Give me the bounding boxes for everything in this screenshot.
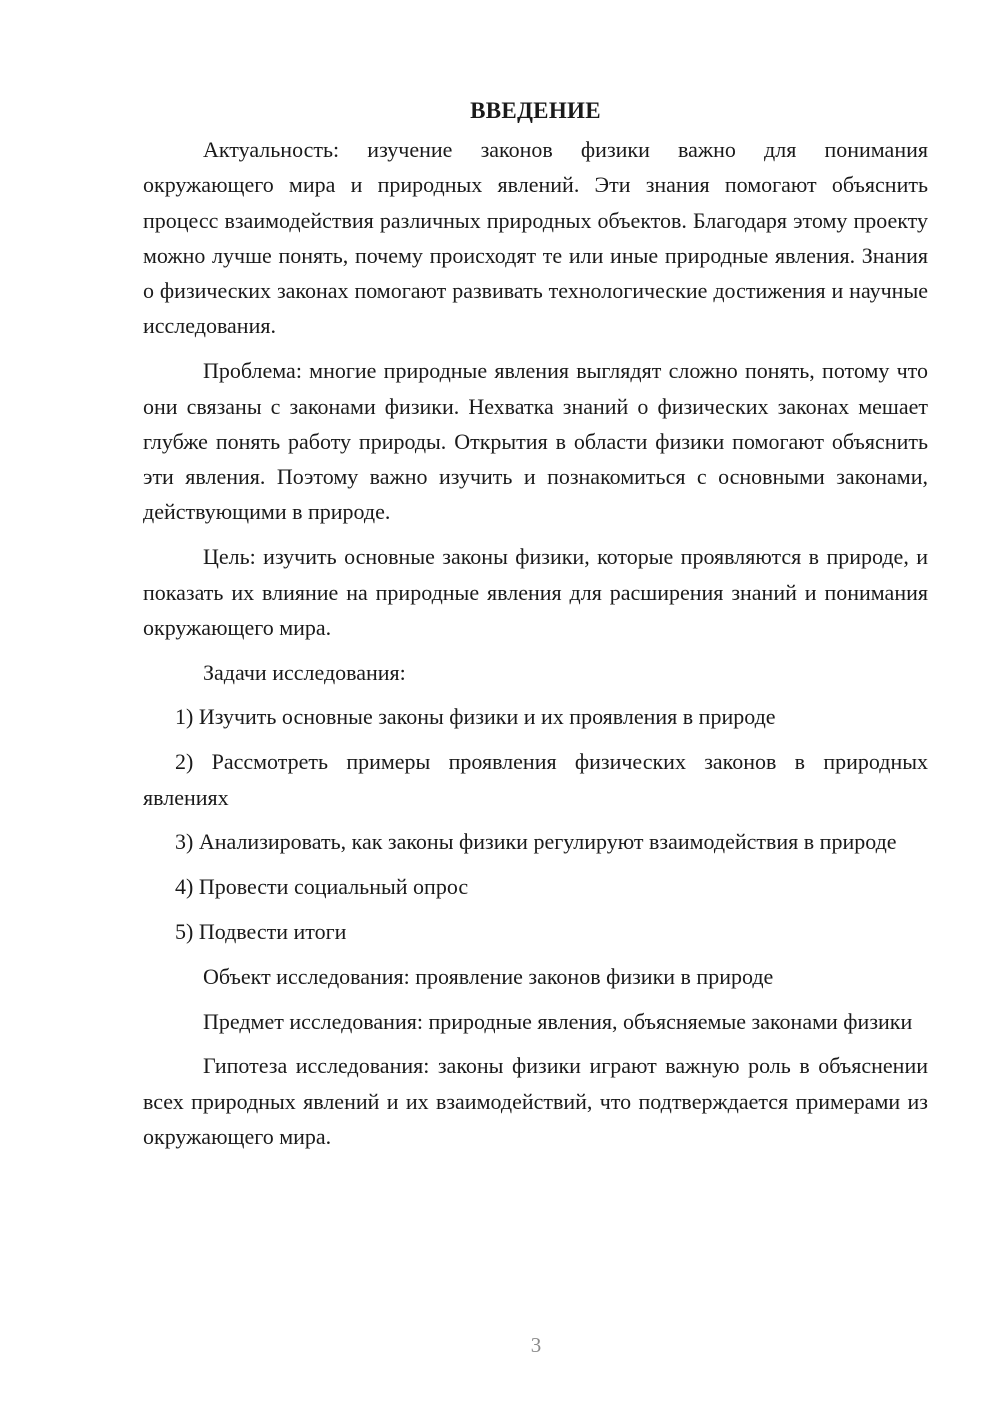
goal-paragraph: Цель: изучить основные законы физики, которые проявляются в природе, и показать их влияние на природные явления для расширения знаний и понимания окружающего мира. [143,544,928,640]
document-page [143,94,928,1164]
task-item-2: 2) Рассмотреть примеры проявления физических законов в природных явлениях [143,749,928,810]
tasks-heading: Задачи исследования: [203,659,406,685]
relevance-paragraph: Актуальность: изучение законов физики важно для понимания окружающего мира и природных явлений. Эти знания помогают объяснить процесс взаимодействия различных природных объектов. Благодаря этому проекту можно лучше понять, почему происходят те или иные природные явления. Знания о физических законах помогают развивать технологические достижения и научные исследования. [143,137,928,339]
task-item-3: 3) Анализировать, как законы физики регулируют взаимодействия в природе [175,829,897,855]
page-number: 3 [530,1333,542,1357]
object-paragraph: Объект исследования: проявление законов физики в природе [203,963,774,989]
task-item-4: 4) Провести социальный опрос [175,874,469,900]
hypothesis-paragraph: Гипотеза исследования: законы физики играют важную роль в объяснении всех природных явлений и их взаимодействий, что подтверждается примерами из окружающего мира. [143,1053,928,1149]
task-item-1: 1) Изучить основные законы физики и их проявления в природе [175,704,776,730]
task-item-5: 5) Подвести итоги [175,918,347,944]
page-title: ВВЕДЕНИЕ [470,98,601,123]
subject-paragraph: Предмет исследования: природные явления, объясняемые законами физики [203,1008,913,1034]
problem-paragraph: Проблема: многие природные явления выглядят сложно понять, потому что они связаны с законами физики. Нехватка знаний о физических законах мешает глубже понять работу природы. Открытия в области физики помогают объяснить эти явления. Поэтому важно изучить и познакомиться с основными законами, действующими в природе. [143,358,928,525]
